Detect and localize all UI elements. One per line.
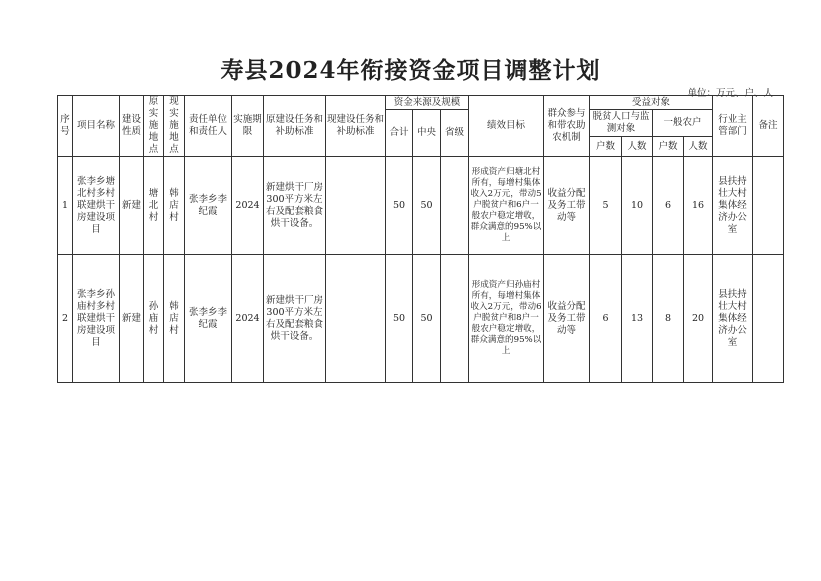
- header-mech: 群众参与和带农助农机制: [544, 96, 590, 157]
- header-village: 现实施地点: [164, 96, 185, 157]
- cell-poor-hh: 6: [590, 255, 622, 383]
- header-gen-ppl: 人数: [684, 137, 713, 157]
- header-funds: 资金来源及规模: [386, 96, 469, 110]
- header-poor: 脱贫人口与监测对象: [590, 110, 653, 137]
- document-title: 寿县2024年衔接资金项目调整计划: [220, 57, 601, 84]
- header-resp: 责任单位和责任人: [185, 96, 232, 157]
- cell-central: 50: [413, 157, 441, 255]
- header-note: 备注: [753, 96, 784, 157]
- cell-nature: 新建: [120, 157, 144, 255]
- cell-town: 孙庙村: [144, 255, 164, 383]
- cell-gen-ppl: 20: [684, 255, 713, 383]
- cell-gen-hh: 6: [653, 157, 684, 255]
- cell-dept: 县扶持壮大村集体经济办公室: [713, 255, 753, 383]
- table-row: [58, 255, 784, 383]
- cell-mech: 收益分配及务工带动等: [544, 255, 590, 383]
- header-poor-hh: 户数: [590, 137, 622, 157]
- cell-poor-ppl: 10: [622, 157, 653, 255]
- cell-province: [441, 255, 469, 383]
- table-row: [58, 157, 784, 255]
- cell-dept: 县扶持壮大村集体经济办公室: [713, 157, 753, 255]
- header-row-1: [58, 96, 784, 110]
- cell-resp: 张李乡李纪霞: [185, 157, 232, 255]
- cell-note: [753, 157, 784, 255]
- cell-note: [753, 255, 784, 383]
- cell-orig-task: 新建烘干厂房300平方米左右及配套粮食烘干设备。: [264, 157, 326, 255]
- cell-mech: 收益分配及务工带动等: [544, 157, 590, 255]
- cell-nature: 新建: [120, 255, 144, 383]
- cell-town: 塘北村: [144, 157, 164, 255]
- cell-central: 50: [413, 255, 441, 383]
- header-general: 一般农户: [653, 110, 713, 137]
- cell-province: [441, 157, 469, 255]
- header-name: 项目名称: [73, 96, 120, 157]
- header-central: 中央: [413, 110, 441, 157]
- cell-resp: 张李乡李纪霞: [185, 255, 232, 383]
- cell-total: 50: [386, 255, 413, 383]
- cell-new-task: [326, 157, 386, 255]
- header-gen-hh: 户数: [653, 137, 684, 157]
- header-dept: 行业主管部门: [713, 96, 753, 157]
- header-poor-ppl: 人数: [622, 137, 653, 157]
- cell-perf: 形成资产归塘北村所有，每增村集体收入2万元，带动5户脱贫户和6户一般农户稳定增收，群众满意的95%以上: [469, 157, 544, 255]
- unit-label: 单位：万元、户、人: [687, 88, 773, 99]
- header-nature: 建设性质: [120, 96, 144, 157]
- cell-new-task: [326, 255, 386, 383]
- cell-total: 50: [386, 157, 413, 255]
- cell-name: 张李乡孙庙村多村联建烘干房建设项目: [73, 255, 120, 383]
- cell-seq: 1: [58, 157, 73, 255]
- header-seq: 序号: [58, 96, 73, 157]
- header-benefit: 受益对象: [590, 96, 713, 110]
- header-town: 原实施地点: [144, 96, 164, 157]
- cell-orig-task: 新建烘干厂房300平方米左右及配套粮食烘干设备。: [264, 255, 326, 383]
- header-total: 合计: [386, 110, 413, 157]
- cell-poor-ppl: 13: [622, 255, 653, 383]
- cell-period: 2024: [232, 255, 264, 383]
- cell-poor-hh: 5: [590, 157, 622, 255]
- cell-perf: 形成资产归孙庙村所有，每增村集体收入2万元，带动6户脱贫户和8户一般农户稳定增收，群众满意的95%以上: [469, 255, 544, 383]
- cell-name: 张李乡塘北村多村联建烘干房建设项目: [73, 157, 120, 255]
- header-period: 实施期限: [232, 96, 264, 157]
- cell-village: 韩店村: [164, 157, 185, 255]
- header-orig-task: 原建设任务和补助标准: [264, 96, 326, 157]
- cell-seq: 2: [58, 255, 73, 383]
- cell-gen-hh: 8: [653, 255, 684, 383]
- header-perf: 绩效目标: [469, 96, 544, 157]
- project-table: [57, 95, 784, 383]
- header-province: 省级: [441, 110, 469, 157]
- cell-gen-ppl: 16: [684, 157, 713, 255]
- cell-village: 韩店村: [164, 255, 185, 383]
- cell-period: 2024: [232, 157, 264, 255]
- header-new-task: 现建设任务和补助标准: [326, 96, 386, 157]
